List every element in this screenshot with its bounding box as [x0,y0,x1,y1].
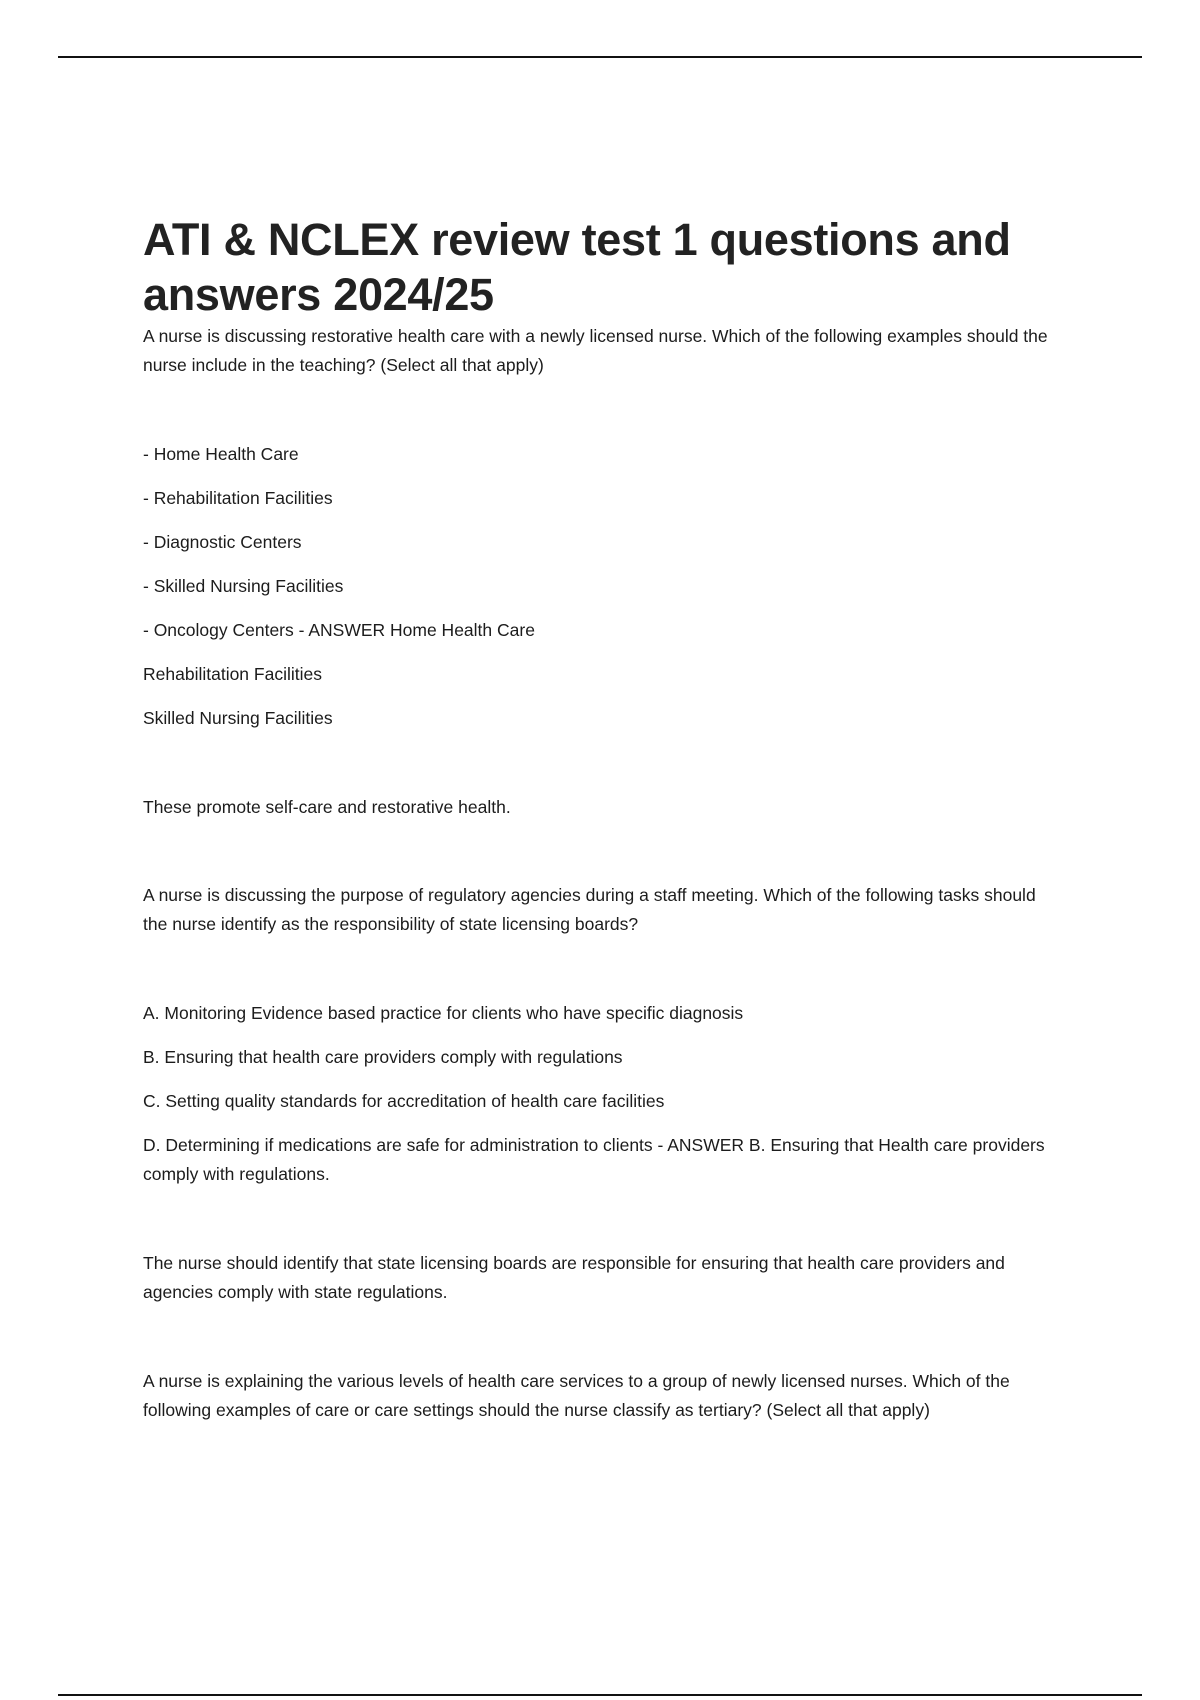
q2-option-a: A. Monitoring Evidence based practice for clients who have specific diagnosis [143,1003,744,1023]
q1-rationale: These promote self-care and restorative health. [143,797,511,817]
q2-option-c: C. Setting quality standards for accreditation of health care facilities [143,1091,665,1111]
top-rule [58,56,1142,58]
document-title: ATI & NCLEX review test 1 questions and answers 2024/25 [143,214,1011,320]
q1-option: - Diagnostic Centers [143,532,302,552]
q1-answer-line: Rehabilitation Facilities [143,664,322,684]
q1-option: - Skilled Nursing Facilities [143,576,344,596]
q1-option: - Oncology Centers - ANSWER Home Health Care [143,620,535,640]
q1-prompt: A nurse is discussing restorative health care with a newly licensed nurse. Which of the following examples should the nurse include in the teaching? (Select all that apply) [143,326,1048,375]
q1-option: - Home Health Care [143,444,299,464]
q2-rationale: The nurse should identify that state licensing boards are responsible for ensuring that health care providers and agencies comply with state regulations. [143,1253,1005,1302]
q3-prompt: A nurse is explaining the various levels of health care services to a group of newly licensed nurses. Which of the following examples of care or care settings should the nurse classify as tertiary? (Select all that apply) [143,1371,1010,1420]
q2-option-b: B. Ensuring that health care providers comply with regulations [143,1047,623,1067]
q1-option: - Rehabilitation Facilities [143,488,333,508]
q2-option-d: D. Determining if medications are safe for administration to clients - ANSWER B. Ensuring that Health care providers comply with regulations. [143,1135,1045,1184]
q1-answer-line: Skilled Nursing Facilities [143,708,333,728]
bottom-rule [58,1694,1142,1696]
q2-prompt: A nurse is discussing the purpose of regulatory agencies during a staff meeting. Which of the following tasks should the nurse identify as the responsibility of state licensing boards? [143,885,1036,934]
